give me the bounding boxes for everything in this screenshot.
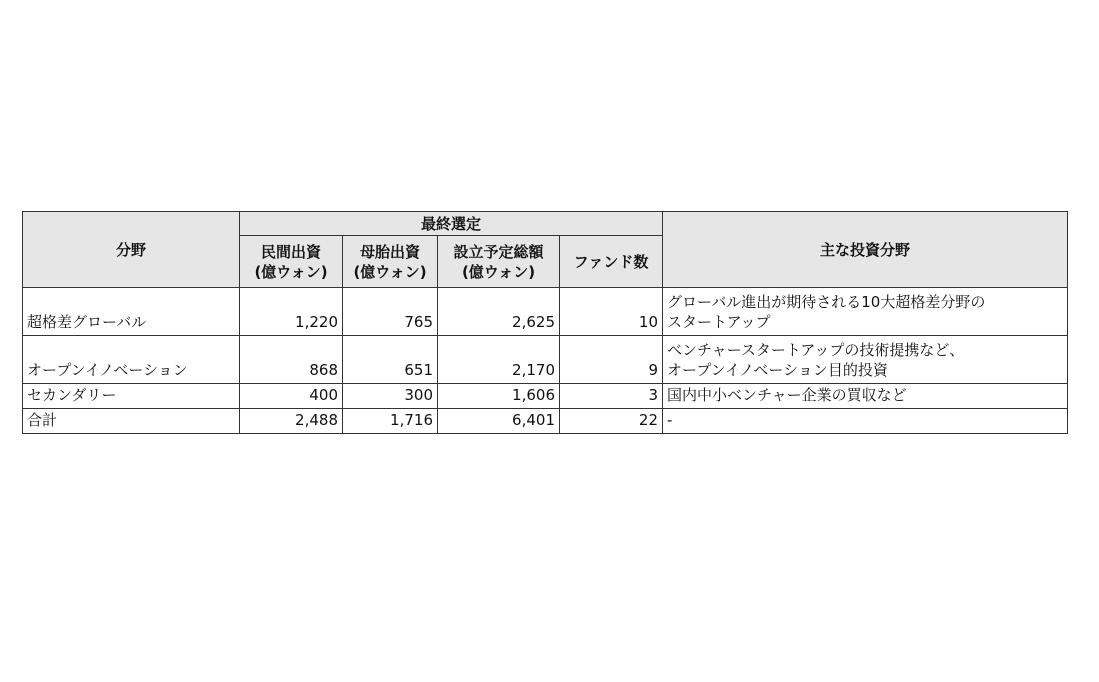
cell-field: オープンイノベーション	[23, 336, 240, 384]
cell-mother: 651	[343, 336, 438, 384]
cell-funds: 3	[560, 384, 663, 409]
header-row-1	[23, 212, 1068, 236]
cell-total: 6,401	[438, 409, 560, 434]
cell-total: 2,625	[438, 288, 560, 336]
cell-mother: 300	[343, 384, 438, 409]
cell-private: 2,488	[240, 409, 343, 434]
cell-funds: 10	[560, 288, 663, 336]
header-private-investment: 民間出資 (億ウォン)	[240, 236, 343, 288]
table-row-total	[23, 409, 1068, 434]
header-mother-fund-investment: 母胎出資 (億ウォン)	[343, 236, 438, 288]
cell-total: 2,170	[438, 336, 560, 384]
cell-private: 868	[240, 336, 343, 384]
header-final-selection: 最終選定	[240, 212, 663, 236]
table-row	[23, 336, 1068, 384]
cell-total: 1,606	[438, 384, 560, 409]
header-fund-count: ファンド数	[560, 236, 663, 288]
cell-field: 超格差グローバル	[23, 288, 240, 336]
cell-mother: 765	[343, 288, 438, 336]
table-row	[23, 384, 1068, 409]
cell-field: セカンダリー	[23, 384, 240, 409]
cell-focus: ベンチャースタートアップの技術提携など、 オープンイノベーション目的投資	[663, 336, 1068, 384]
fund-table	[22, 211, 1068, 434]
header-field: 分野	[23, 212, 240, 288]
cell-focus: 国内中小ベンチャー企業の買収など	[663, 384, 1068, 409]
header-planned-total: 設立予定総額 (億ウォン)	[438, 236, 560, 288]
cell-focus: グローバル進出が期待される10大超格差分野の スタートアップ	[663, 288, 1068, 336]
cell-field: 合計	[23, 409, 240, 434]
cell-focus: -	[663, 409, 1068, 434]
table-body	[23, 288, 1068, 434]
cell-funds: 9	[560, 336, 663, 384]
table-header	[23, 212, 1068, 288]
table-row	[23, 288, 1068, 336]
cell-private: 1,220	[240, 288, 343, 336]
cell-mother: 1,716	[343, 409, 438, 434]
header-main-investment-field: 主な投資分野	[663, 212, 1068, 288]
cell-private: 400	[240, 384, 343, 409]
cell-funds: 22	[560, 409, 663, 434]
